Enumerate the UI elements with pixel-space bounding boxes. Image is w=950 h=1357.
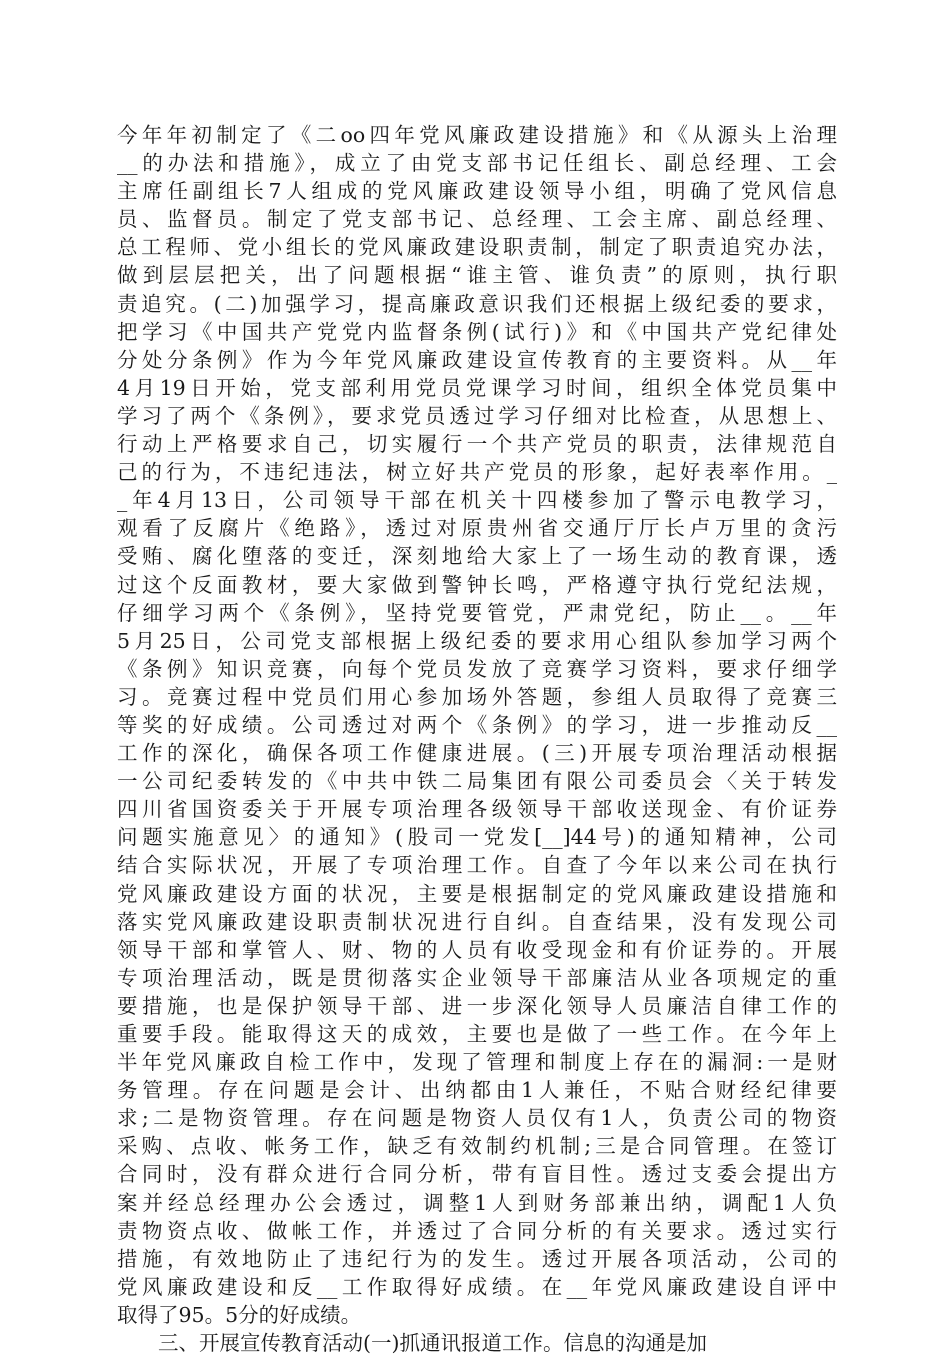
text-line: 《条例》知识竞赛，向每个党员发放了竞赛学习资料，要求仔细学 — [117, 656, 837, 681]
text-line: 落实党风廉政建设职责制状况进行自纠。自查结果，没有发现公司 — [117, 909, 837, 934]
text-line: 重要手段。能取得这天的成效，主要也是做了一些工作。在今年上 — [117, 1022, 837, 1046]
text-line: 求;二是物资管理。存在问题是物资人员仅有1人，负责公司的物资 — [117, 1106, 837, 1131]
text-line: 党风廉政建设和反__工作取得好成绩。在__年党风廉政建设自评中 — [117, 1274, 837, 1299]
text-line: 5月25日，公司党支部根据上级纪委的要求用心组队参加学习两个 — [117, 628, 837, 653]
text-line: 责物资点收、做帐工作，并透过了合同分析的有关要求。透过实行 — [117, 1218, 837, 1243]
text-line: 问题实施意见〉的通知》(股司一党发[__]44号)的通知精神，公司 — [117, 825, 837, 850]
text-line: 务管理。存在问题是会计、出纳都由1人兼任，不贴合财经纪律要 — [117, 1078, 837, 1103]
text-line: 把学习《中国共产党党内监督条例(试行)》和《中国共产党纪律处 — [117, 319, 837, 344]
text-line: 仔细学习两个《条例》，坚持党要管党，严肃党纪，防止__。__年 — [117, 600, 837, 625]
text-line: 过这个反面教材，要大家做到警钟长鸣，严格遵守执行党纪法规， — [117, 572, 837, 597]
text-line: 合同时，没有群众进行合同分析，带有盲目性。透过支委会提出方 — [117, 1162, 837, 1187]
text-line: _年4月13日，公司领导干部在机关十四楼参加了警示电教学习， — [117, 488, 837, 513]
text-line: 党风廉政建设方面的状况，主要是根据制定的党风廉政建设措施和 — [117, 881, 837, 906]
text-line: 等奖的好成绩。公司透过对两个《条例》的学习，进一步推动反__ — [117, 712, 837, 737]
document-body — [117, 121, 837, 1357]
text-line: 分处分条例》作为今年党风廉政建设宣传教育的主要资料。从__年 — [117, 347, 837, 372]
text-line: 专项治理活动，既是贯彻落实企业领导干部廉洁从业各项规定的重 — [117, 965, 837, 990]
paragraph-1 — [117, 121, 837, 1329]
text-line: 要措施，也是保护领导干部、进一步深化领导人员廉洁自律工作的 — [117, 993, 837, 1018]
text-line: 四川省国资委关于开展专项治理各级领导干部收送现金、有价证券 — [117, 797, 837, 822]
text-line: 领导干部和掌管人、财、物的人员有收受现金和有价证券的。开展 — [117, 937, 837, 962]
text-line: 措施，有效地防止了违纪行为的发生。透过开展各项活动，公司的 — [117, 1246, 837, 1271]
text-line: 取得了95。5分的好成绩。 — [117, 1302, 362, 1327]
text-line: 责追究。(二)加强学习，提高廉政意识我们还根据上级纪委的要求， — [117, 291, 837, 316]
text-line: 主席任副组长7人组成的党风廉政建设领导小组，明确了党风信息 — [117, 179, 837, 204]
text-line: 三、开展宣传教育活动(一)抓通讯报道工作。信息的沟通是加 — [158, 1331, 707, 1356]
text-line: 工作的深化，确保各项工作健康进展。(三)开展专项治理活动根据 — [117, 741, 837, 766]
text-line: 今年年初制定了《二oo四年党风廉政建设措施》和《从源头上治理 — [117, 123, 837, 147]
paragraph-2 — [117, 1329, 837, 1357]
text-line: 己的行为，不违纪违法，树立好共产党员的形象，起好表率作用。_ — [117, 460, 837, 485]
text-line: 行动上严格要求自己，切实履行一个共产党员的职责，法律规范自 — [117, 432, 837, 457]
text-line: 半年党风廉政自检工作中，发现了管理和制度上存在的漏洞:一是财 — [117, 1050, 837, 1075]
text-line: 采购、点收、帐务工作，缺乏有效制约机制;三是合同管理。在签订 — [117, 1134, 837, 1159]
text-line: 案并经总经理办公会透过，调整1人到财务部兼出纳，调配1人负 — [117, 1190, 837, 1215]
text-line: 受贿、腐化堕落的变迁，深刻地给大家上了一场生动的教育课，透 — [117, 544, 837, 569]
text-line: 习。竞赛过程中党员们用心参加场外答题，参组人员取得了竞赛三 — [117, 684, 837, 709]
text-line: 一公司纪委转发的《中共中铁二局集团有限公司委员会〈关于转发 — [117, 769, 837, 794]
text-line: __的办法和措施》，成立了由党支部书记任组长、副总经理、工会 — [117, 151, 837, 176]
text-line: 做到层层把关，出了问题根据“谁主管、谁负责”的原则，执行职 — [117, 263, 837, 288]
text-line: 员、监督员。制定了党支部书记、总经理、工会主席、副总经理、 — [117, 207, 837, 232]
text-line: 观看了反腐片《绝路》，透过对原贵州省交通厅厅长卢万里的贪污 — [117, 516, 837, 541]
text-line: 4月19日开始，党支部利用党员党课学习时间，组织全体党员集中 — [117, 375, 837, 400]
text-line: 总工程师、党小组长的党风廉政建设职责制，制定了职责追究办法， — [117, 235, 837, 260]
text-line: 结合实际状况，开展了专项治理工作。自查了今年以来公司在执行 — [117, 853, 837, 878]
text-line: 学习了两个《条例》，要求党员透过学习仔细对比检查，从思想上、 — [117, 403, 837, 428]
